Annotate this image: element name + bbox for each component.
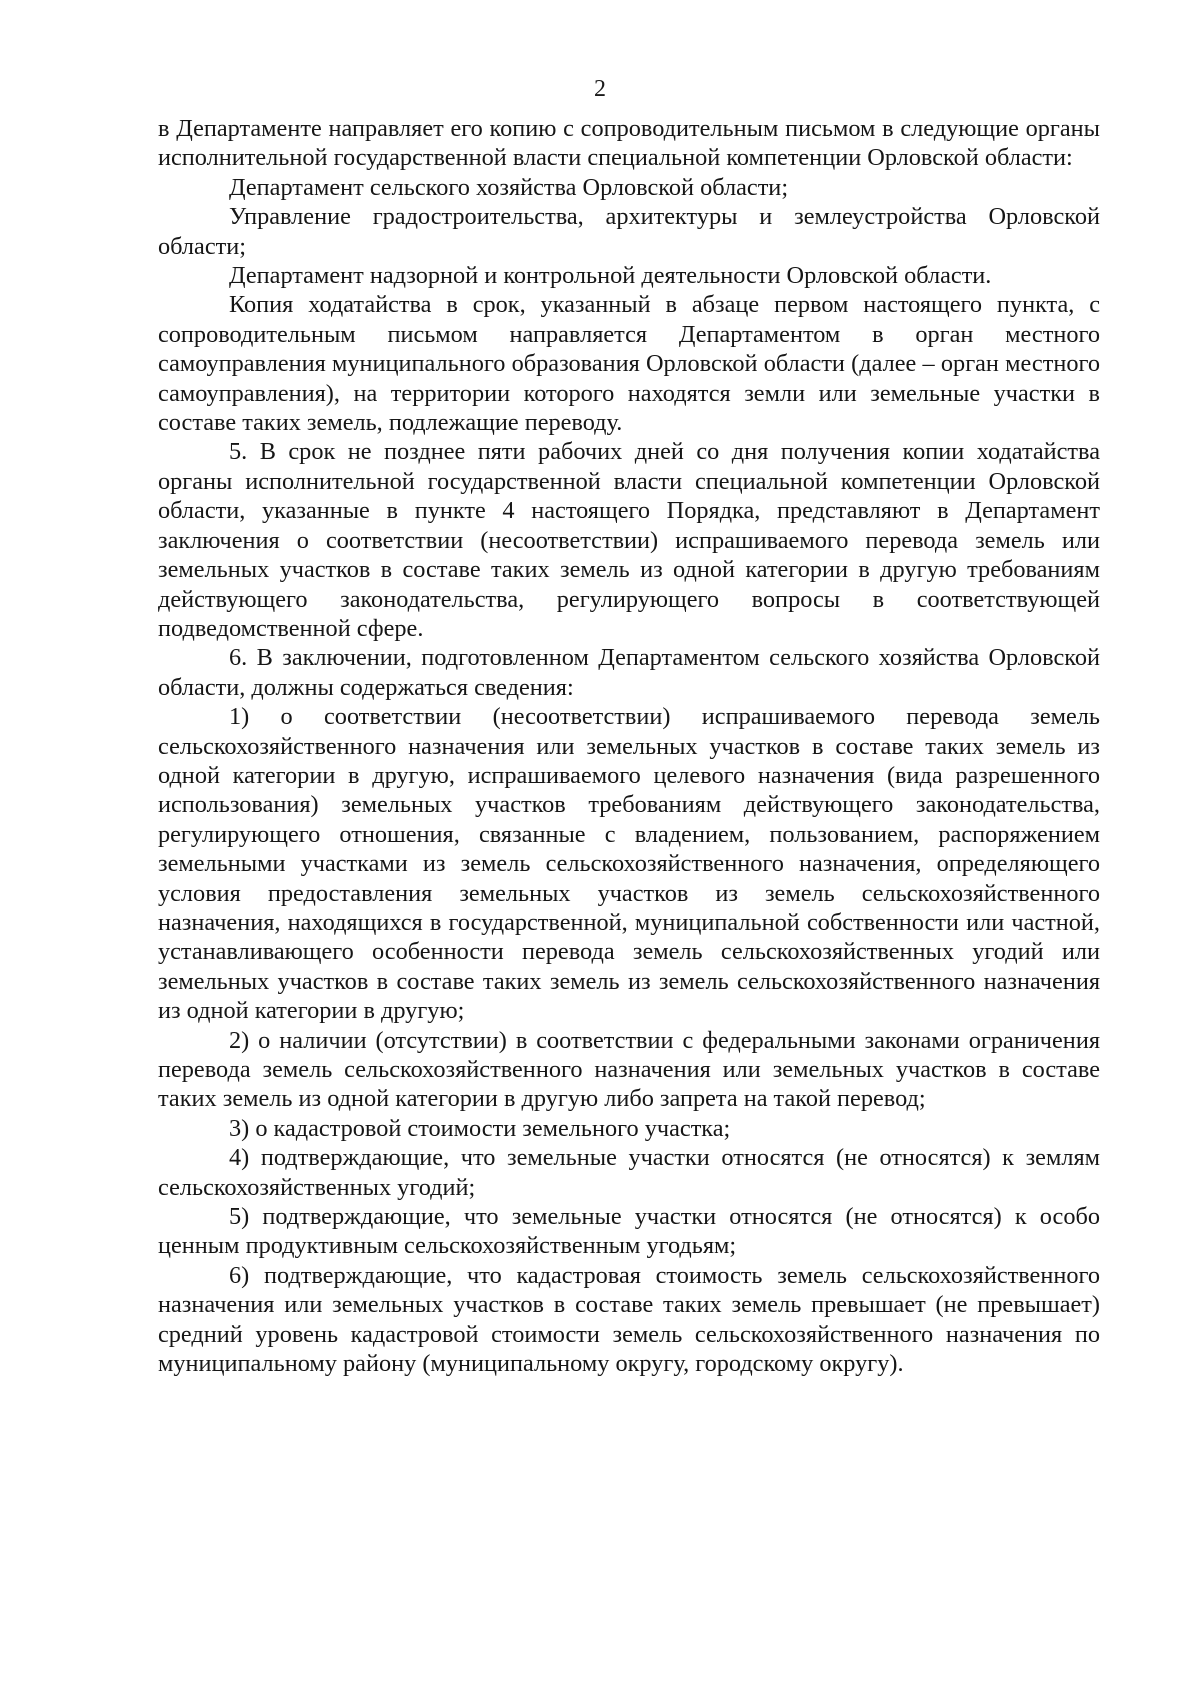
paragraph: 4) подтверждающие, что земельные участки относятся (не относятся) к землям сельскохозяйственных угодий; <box>158 1144 1100 1201</box>
paragraph: 1) о соответствии (несоответствии) испрашиваемого перевода земель сельскохозяйственного назначения или земельных участков в составе таких земель из одной категории в другую, испрашиваемого целевого назначения (вида разрешенного использования) земельных участков требованиям действующего законодательства, регулирующего отношения, связанные с владением, пользованием, распоряжением земельными участками из земель сельскохозяйственного назначения, определяющего условия предоставления земельных участков из земель сельскохозяйственного назначения, находящихся в государственной, муниципальной собственности или частной, устанавливающего особенности перевода земель сельскохозяйственных угодий или земельных участков в составе таких земель из земель сельскохозяйственного назначения из одной категории в другую; <box>158 703 1100 1025</box>
paragraph: Департамент надзорной и контрольной деятельности Орловской области. <box>229 262 992 290</box>
paragraph: Копия ходатайства в срок, указанный в абзаце первом настоящего пункта, с сопроводительным письмом направляется Департаментом в орган местного самоуправления муниципального образования Орловской области (далее – орган местного самоуправления), на территории которого находятся земли или земельные участки в составе таких земель, подлежащие переводу. <box>158 291 1100 437</box>
paragraph: 2) о наличии (отсутствии) в соответствии с федеральными законами ограничения перевода земель сельскохозяйственного назначения или земельных участков в составе таких земель из одной категории в другую либо запрета на такой перевод; <box>158 1026 1100 1113</box>
paragraph: Управление градостроительства, архитектуры и землеустройства Орловской области; <box>158 203 1100 260</box>
paragraph: в Департаменте направляет его копию с сопроводительным письмом в следующие органы исполнительной государственной власти специальной компетенции Орловской области: <box>158 115 1100 172</box>
document-body <box>158 114 1100 1378</box>
paragraph: 6) подтверждающие, что кадастровая стоимость земель сельскохозяйственного назначения или земельных участков в составе таких земель превышает (не превышает) средний уровень кадастровой стоимости земель сельскохозяйственного назначения по муниципальному району (муниципальному округу, городскому округу). <box>158 1261 1100 1378</box>
paragraph: Департамент сельского хозяйства Орловской области; <box>229 173 789 201</box>
page-bottom-margin <box>0 1646 1200 1686</box>
page-number: 2 <box>594 76 606 102</box>
paragraph: 6. В заключении, подготовленном Департаментом сельского хозяйства Орловской области, должны содержаться сведения: <box>158 644 1100 701</box>
paragraph: 5. В срок не позднее пяти рабочих дней со дня получения копии ходатайства органы исполнительной государственной власти специальной компетенции Орловской области, указанные в пункте 4 настоящего Порядка, представляют в Департамент заключения о соответствии (несоответствии) испрашиваемого перевода земель или земельных участков в составе таких земель из одной категории в другую требованиям действующего законодательства, регулирующего вопросы в соответствующей подведомственной сфере. <box>158 438 1100 642</box>
paragraph: 3) о кадастровой стоимости земельного участка; <box>229 1114 731 1142</box>
paragraph: 5) подтверждающие, что земельные участки относятся (не относятся) к особо ценным продуктивным сельскохозяйственным угодьям; <box>158 1203 1100 1260</box>
